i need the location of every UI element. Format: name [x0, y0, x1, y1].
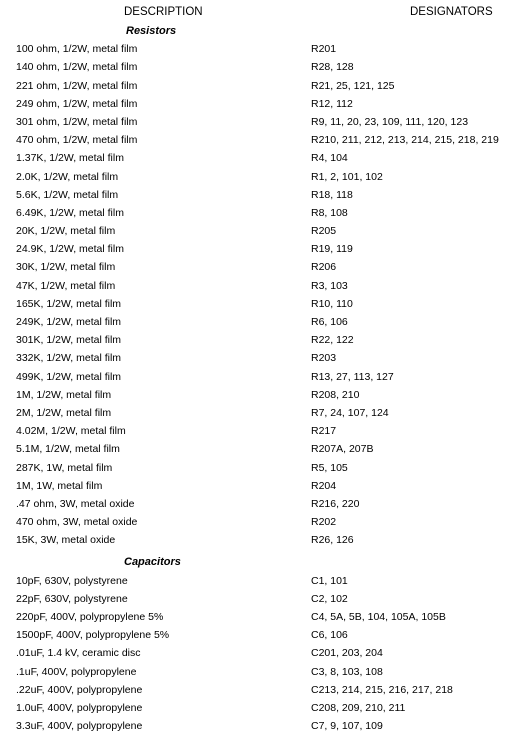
part-description: 287K, 1W, metal film — [16, 461, 113, 474]
table-row — [0, 258, 528, 276]
part-designators: C1, 101 — [311, 574, 348, 587]
table-row — [0, 699, 528, 717]
part-description: 499K, 1/2W, metal film — [16, 370, 122, 383]
table-row — [0, 572, 528, 590]
description-column-header: DESCRIPTION — [124, 6, 203, 18]
part-description: .47 ohm, 3W, metal oxide — [16, 497, 135, 510]
table-row — [0, 277, 528, 295]
part-description: 1M, 1/2W, metal film — [16, 388, 112, 401]
table-row — [0, 386, 528, 404]
part-designators: C7, 9, 107, 109 — [311, 720, 383, 733]
part-designators: R202 — [311, 516, 337, 529]
part-description: 301 ohm, 1/2W, metal film — [16, 115, 138, 128]
designators-column-header: DESIGNATORS — [410, 6, 493, 18]
table-row — [0, 77, 528, 95]
part-description: 1M, 1W, metal film — [16, 479, 103, 492]
part-designators: C208, 209, 210, 211 — [311, 701, 406, 714]
part-description: 1.0uF, 400V, polypropylene — [16, 701, 143, 714]
part-designators: R8, 108 — [311, 206, 348, 219]
part-designators: R207A, 207B — [311, 443, 374, 456]
resistors-list — [0, 40, 528, 549]
part-designators: R210, 211, 212, 213, 214, 215, 218, 219 — [311, 134, 499, 147]
table-row — [0, 368, 528, 386]
part-description: 301K, 1/2W, metal film — [16, 334, 122, 347]
part-designators: R28, 128 — [311, 61, 354, 74]
part-description: .22uF, 400V, polypropylene — [16, 683, 143, 696]
part-description: 10pF, 630V, polystyrene — [16, 574, 128, 587]
part-designators: R22, 122 — [311, 334, 354, 347]
part-designators: R203 — [311, 352, 337, 365]
part-description: 2M, 1/2W, metal film — [16, 406, 112, 419]
part-description: 220pF, 400V, polypropylene 5% — [16, 611, 164, 623]
resistors-section-title: Resistors — [126, 25, 177, 37]
part-designators: R206 — [311, 261, 337, 274]
part-designators: R21, 25, 121, 125 — [311, 79, 395, 92]
part-designators: R4, 104 — [311, 152, 348, 165]
table-row — [0, 644, 528, 662]
table-row — [0, 477, 528, 495]
part-description: 249 ohm, 1/2W, metal film — [16, 97, 138, 110]
part-designators: C201, 203, 204 — [311, 647, 383, 660]
part-description: 1500pF, 400V, polypropylene 5% — [16, 629, 170, 642]
part-description: 249K, 1/2W, metal film — [16, 316, 122, 328]
table-row — [0, 149, 528, 167]
table-row — [0, 626, 528, 644]
part-description: 20K, 1/2W, metal film — [16, 225, 116, 238]
part-designators: R9, 11, 20, 23, 109, 111, 120, 123 — [311, 115, 469, 128]
part-description: 221 ohm, 1/2W, metal film — [16, 79, 138, 92]
table-row — [0, 495, 528, 513]
capacitors-list — [0, 572, 528, 736]
part-description: 470 ohm, 1/2W, metal film — [16, 134, 138, 147]
table-row — [0, 531, 528, 549]
part-designators: R3, 103 — [311, 279, 348, 292]
part-description: .01uF, 1.4 kV, ceramic disc — [16, 647, 141, 660]
table-row — [0, 459, 528, 477]
table-row — [0, 422, 528, 440]
table-row — [0, 663, 528, 681]
part-description: 24.9K, 1/2W, metal film — [16, 243, 124, 256]
part-description: 15K, 3W, metal oxide — [16, 534, 116, 547]
table-row — [0, 95, 528, 113]
part-description: 5.6K, 1/2W, metal film — [16, 188, 119, 201]
part-description: .1uF, 400V, polypropylene — [16, 665, 137, 678]
part-description: 165K, 1/2W, metal film — [16, 297, 122, 310]
part-designators: C3, 8, 103, 108 — [311, 665, 383, 678]
table-row — [0, 313, 528, 331]
part-description: 470 ohm, 3W, metal oxide — [16, 516, 138, 529]
part-description: 2.0K, 1/2W, metal film — [16, 170, 119, 183]
table-row — [0, 240, 528, 258]
part-designators: C213, 214, 215, 216, 217, 218 — [311, 683, 453, 696]
table-row — [0, 440, 528, 458]
part-designators: R18, 118 — [311, 188, 353, 201]
part-designators: R204 — [311, 479, 337, 492]
part-description: 22pF, 630V, polystyrene — [16, 592, 128, 605]
table-row — [0, 404, 528, 422]
part-description: 47K, 1/2W, metal film — [16, 279, 116, 292]
table-row — [0, 131, 528, 149]
part-designators: C4, 5A, 5B, 104, 105A, 105B — [311, 611, 446, 623]
table-row — [0, 681, 528, 699]
part-designators: R217 — [311, 425, 337, 438]
part-description: 140 ohm, 1/2W, metal film — [16, 61, 138, 74]
table-row — [0, 590, 528, 608]
table-row — [0, 331, 528, 349]
table-row — [0, 295, 528, 313]
part-designators: R201 — [311, 43, 337, 56]
parts-table — [0, 22, 528, 735]
part-designators: R13, 27, 113, 127 — [311, 370, 394, 383]
table-row — [0, 168, 528, 186]
part-description: 1.37K, 1/2W, metal film — [16, 152, 124, 165]
part-description: 100 ohm, 1/2W, metal film — [16, 43, 138, 56]
part-designators: C6, 106 — [311, 629, 348, 642]
part-designators: R10, 110 — [311, 297, 353, 310]
part-designators: R6, 106 — [311, 316, 348, 328]
part-designators: C2, 102 — [311, 592, 348, 605]
part-designators: R7, 24, 107, 124 — [311, 406, 389, 419]
part-designators: R205 — [311, 225, 337, 238]
part-description: 5.1M, 1/2W, metal film — [16, 443, 120, 456]
table-row — [0, 186, 528, 204]
part-designators: R216, 220 — [311, 497, 360, 510]
table-row — [0, 113, 528, 131]
part-designators: R208, 210 — [311, 388, 360, 401]
table-row — [0, 40, 528, 58]
table-row — [0, 717, 528, 735]
part-description: 4.02M, 1/2W, metal film — [16, 425, 126, 438]
part-designators: R19, 119 — [311, 243, 353, 256]
table-row — [0, 513, 528, 531]
part-designators: R26, 126 — [311, 534, 354, 547]
part-description: 3.3uF, 400V, polypropylene — [16, 720, 143, 733]
table-row — [0, 204, 528, 222]
part-description: 30K, 1/2W, metal film — [16, 261, 116, 274]
capacitors-section-title: Capacitors — [124, 556, 181, 569]
part-designators: R5, 105 — [311, 461, 348, 474]
part-description: 332K, 1/2W, metal film — [16, 352, 122, 365]
part-description: 6.49K, 1/2W, metal film — [16, 206, 124, 219]
table-row — [0, 349, 528, 367]
table-row — [0, 608, 528, 626]
part-designators: R12, 112 — [311, 97, 353, 110]
table-row — [0, 58, 528, 76]
part-designators: R1, 2, 101, 102 — [311, 170, 383, 183]
table-row — [0, 222, 528, 240]
